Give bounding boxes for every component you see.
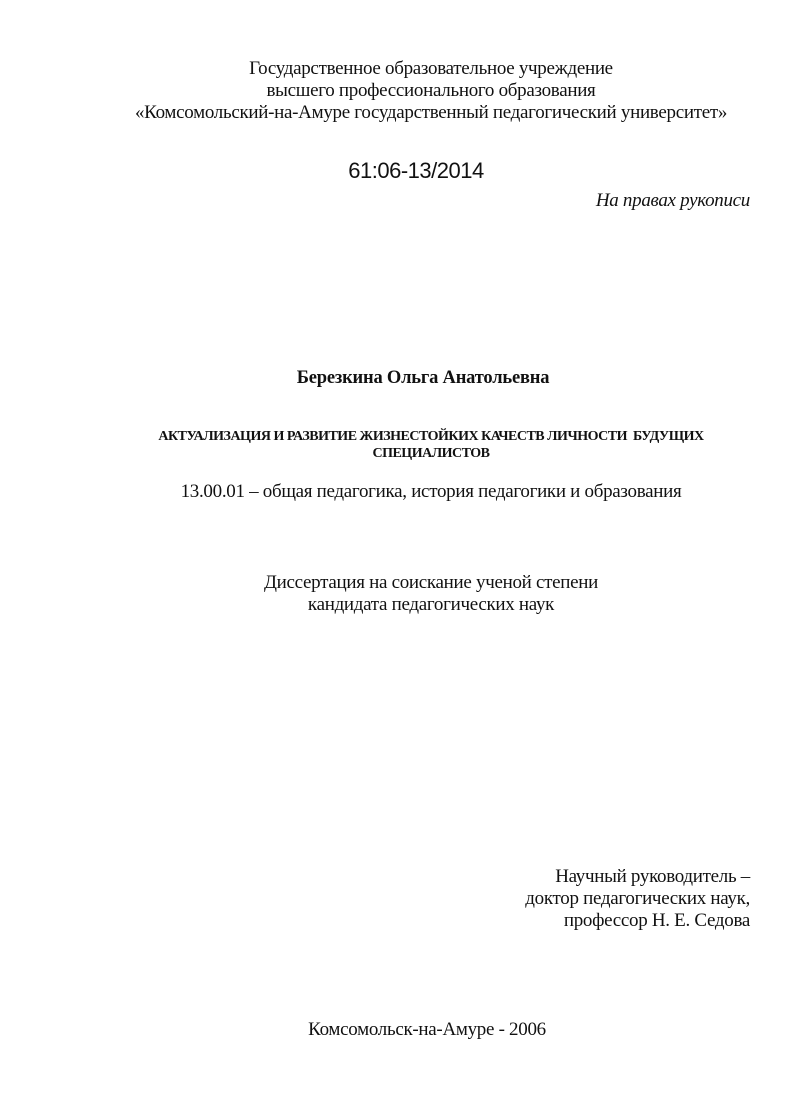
institution-block <box>100 58 762 124</box>
title-line: СПЕЦИАЛИСТОВ <box>372 446 490 461</box>
specialty: 13.00.01 – общая педагогика, история педагогики и образования <box>180 481 682 502</box>
supervisor-line: Научный руководитель – <box>555 866 750 887</box>
degree-line: Диссертация на соискание ученой степени <box>264 572 598 593</box>
catalog-code: 61:06-13/2014 <box>348 158 484 183</box>
institution-line: Государственное образовательное учреждение <box>249 58 613 79</box>
manuscript-note: На правах рукописи <box>595 190 750 211</box>
degree-line: кандидата педагогических наук <box>307 594 555 615</box>
supervisor-line: профессор Н. Е. Седова <box>563 910 750 931</box>
supervisor-block <box>525 866 750 932</box>
institution-line: «Комсомольский-на-Амуре государственный педагогический университет» <box>134 102 728 123</box>
author-name: Березкина Ольга Анатольевна <box>296 368 550 388</box>
city-year: Комсомольск-на-Амуре - 2006 <box>308 1019 546 1040</box>
supervisor-line: доктор педагогических наук, <box>525 888 750 909</box>
dissertation-title <box>100 428 762 462</box>
degree-block <box>100 572 762 616</box>
title-line: АКТУАЛИЗАЦИЯ И РАЗВИТИЕ ЖИЗНЕСТОЙКИХ КАЧЕСТВ ЛИЧНОСТИ БУДУЩИХ <box>158 429 704 444</box>
institution-line: высшего профессионального образования <box>266 80 596 101</box>
